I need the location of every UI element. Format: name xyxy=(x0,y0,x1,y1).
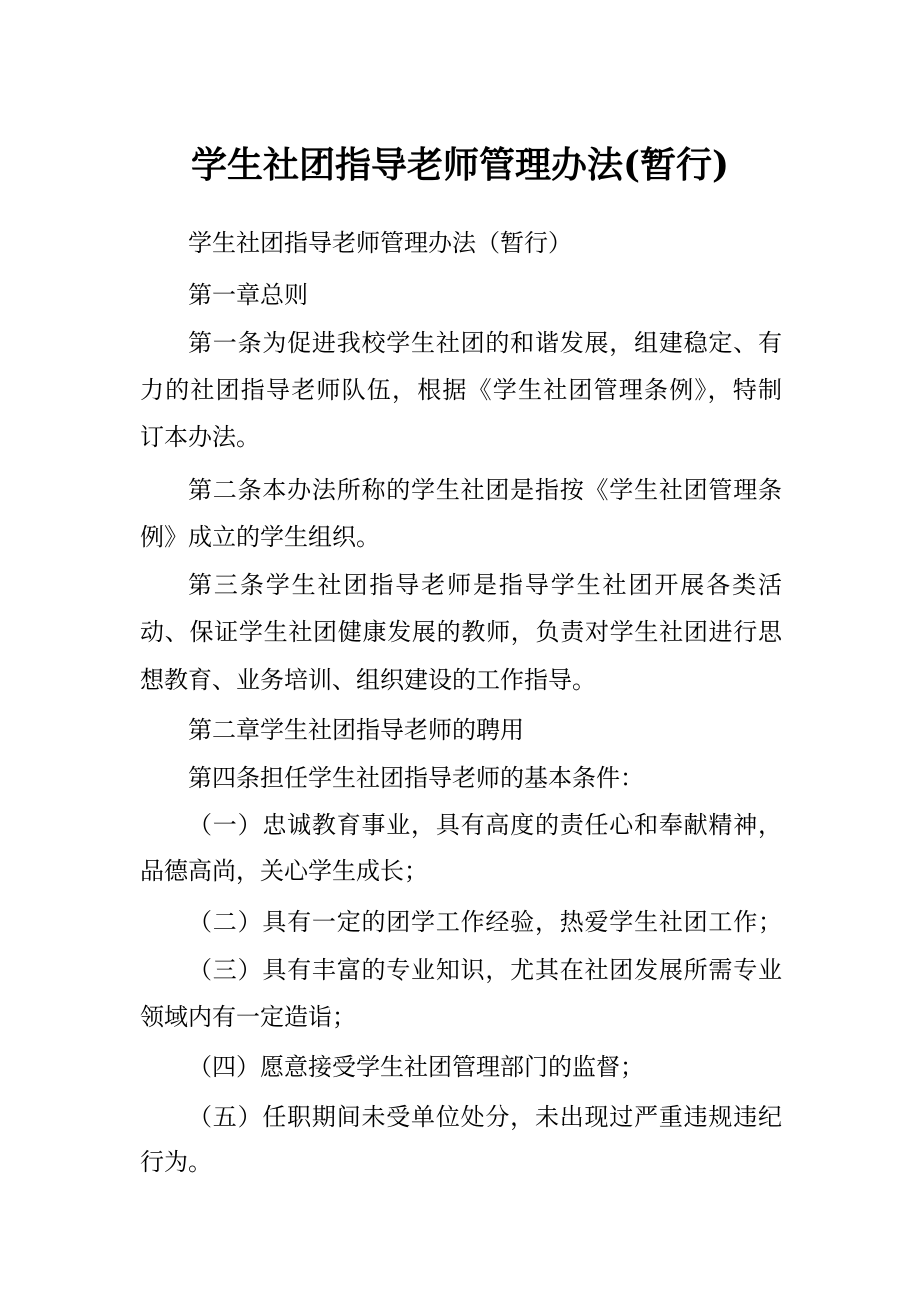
paragraph-line: （五）任职期间未受单位处分，未出现过严重违规违纪 xyxy=(188,1103,782,1131)
paragraph-line: 第三条学生社团指导老师是指导学生社团开展各类活 xyxy=(188,571,782,599)
paragraph-line: 第一条为促进我校学生社团的和谐发展，组建稳定、有 xyxy=(188,329,782,357)
paragraph-line: （三）具有丰富的专业知识，尤其在社团发展所需专业 xyxy=(188,956,782,984)
paragraph-line: 行为。 xyxy=(140,1148,212,1176)
paragraph-line: 想教育、业务培训、组织建设的工作指导。 xyxy=(140,666,596,694)
document-title: 学生社团指导老师管理办法(暂行) xyxy=(190,144,730,186)
paragraph-line: 例》成立的学生组织。 xyxy=(140,523,380,551)
paragraph-line: 动、保证学生社团健康发展的教师，负责对学生社团进行思 xyxy=(140,618,782,646)
paragraph-line: 第二条本办法所称的学生社团是指按《学生社团管理条 xyxy=(188,476,782,504)
paragraph-line: 力的社团指导老师队伍，根据《学生社团管理条例》，特制 xyxy=(140,376,782,404)
chapter-heading: 第二章学生社团指导老师的聘用 xyxy=(188,716,524,744)
paragraph-line: （一）忠诚教育事业，具有高度的责任心和奉献精神， xyxy=(188,811,782,839)
paragraph-line: 品德高尚，关心学生成长； xyxy=(140,857,428,885)
paragraph-line: 第四条担任学生社团指导老师的基本条件： xyxy=(188,764,644,792)
paragraph-line: 学生社团指导老师管理办法（暂行） xyxy=(188,229,572,257)
paragraph-line: 订本办法。 xyxy=(140,423,260,451)
paragraph-line: 领域内有一定造诣； xyxy=(140,1003,356,1031)
paragraph-line: （二）具有一定的团学工作经验，热爱学生社团工作； xyxy=(188,908,782,936)
paragraph-line: （四）愿意接受学生社团管理部门的监督； xyxy=(188,1053,644,1081)
chapter-heading: 第一章总则 xyxy=(188,281,308,309)
